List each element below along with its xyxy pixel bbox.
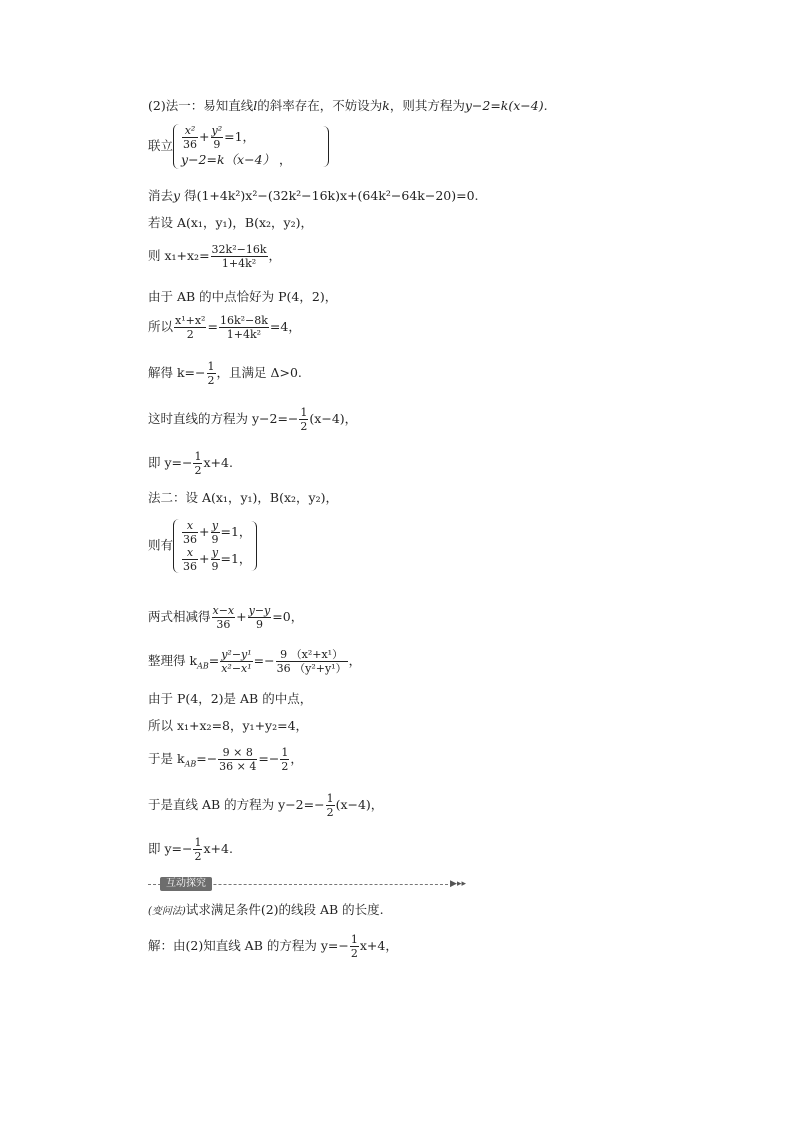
interactive-exploration-tag: 互动探究	[160, 877, 212, 891]
line-method2: 法二：设 A(x₁，y₁)，B(x₂，y₂)，	[148, 490, 338, 505]
line-variant-question: (变问法)试求满足条件(2)的线段 AB 的长度.	[148, 902, 384, 917]
line-then-have: 则有 $\frac{x}{36}$ + $\frac{y}{9}$ =1， $\frac{x}{36}$ + $\frac{y}{9}$ =1，	[148, 519, 251, 573]
equation-system: $\frac{\text{x²}}{36}$ + $\frac{\text{y²}}{9}$ =1， y−2=k（x−4） ，	[173, 124, 292, 169]
line-subtract: 两式相减得 $\frac{x-x}{36}$ + $\frac{y-y}{9}$ =0，	[148, 604, 304, 631]
line-midpoint: 由于 AB 的中点恰好为 P(4，2)，	[148, 289, 338, 304]
line-eliminate: 消去y 得(1+4k²)x²−(32k²−16k)x+(64k²−64k−20)=0.	[148, 188, 479, 203]
line-kab: 于是 $k_{AB}=-$ $\frac{9 \times 8}{36 \times 4}$ =− $\frac{1}{2}$ ，	[148, 746, 303, 773]
line-result1: 即 y=− $\frac{1}{2}$ x+4.	[148, 450, 233, 477]
line-solve-k: 解得 k=− $\frac{1}{2}$ ，且满足 Δ>0.	[148, 360, 302, 387]
line-ab-equation: 于是直线 AB 的方程为 y−2=− $\frac{1}{2}$ (x−4)，	[148, 792, 384, 819]
line-suppose: 若设 A(x₁，y₁)，B(x₂，y₂)，	[148, 215, 313, 230]
line-answer: 解：由(2)知直线 AB 的方程为 y=− $\frac{1}{2}$ x+4，	[148, 933, 398, 960]
line-therefore: 所以 $\frac{\text{x¹+x²}}{2}$ = $\frac{\text{16k²−8k}}{\text{1+4k²}}$ =4，	[148, 314, 301, 341]
line-arrange: 整理得 $k_{AB}=$ $\frac{\text{y²−y¹}}{\text{x²−x¹}}$ =− $\frac{\text{9 （x²+x¹）}}{\text{36 （y²+y¹）}}$ ，	[148, 648, 362, 675]
line-simultaneous: 联立 $\frac{\text{x²}}{36}$ + $\frac{\text{y²}}{9}$ =1， y−2=k（x−4） ，	[148, 124, 292, 169]
line-midpoint2: 由于 P(4，2)是 AB 的中点，	[148, 691, 313, 706]
line-result2: 即 y=− $\frac{1}{2}$ x+4.	[148, 836, 233, 863]
line-sums2: 所以 x₁+x₂=8，y₁+y₂=4，	[148, 718, 309, 733]
section-divider	[148, 877, 466, 891]
line-sum-roots: 则 x₁+x₂= $\frac{\text{32k²−16k}}{\text{1+4k²}}$ ，	[148, 243, 282, 270]
line-method1: (2)法一：易知直线l的斜率存在，不妨设为k，则其方程为y−2=k(x−4).	[148, 98, 548, 113]
line-this-line: 这时直线的方程为 y−2=− $\frac{1}{2}$ (x−4)，	[148, 406, 358, 433]
arrow-right-icon: ▶▸▸	[450, 879, 466, 889]
